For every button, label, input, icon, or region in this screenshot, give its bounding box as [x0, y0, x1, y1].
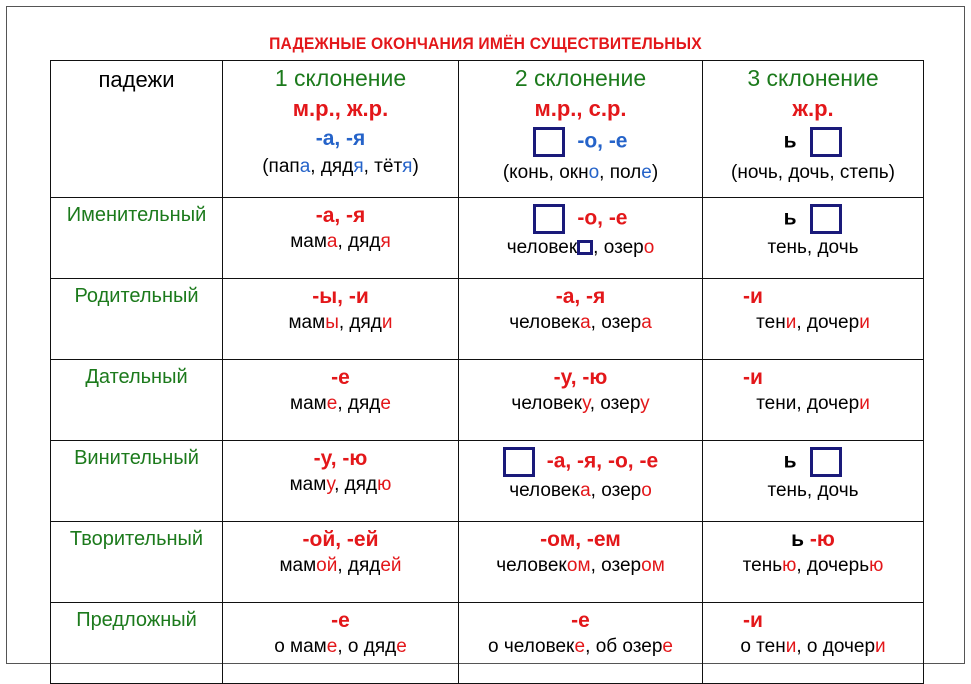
- null-ending-square-icon: [577, 240, 593, 255]
- decl2-title: 2 склонение: [514, 65, 647, 91]
- decl2-cell: [459, 522, 703, 603]
- decl3-title: 3 склонение: [747, 65, 879, 91]
- header-cases-cell: [51, 61, 223, 198]
- decl2-gender: м.р., с.р.: [534, 96, 627, 121]
- decl3-gender: ж.р.: [792, 96, 834, 121]
- examples: мамой, дядей: [279, 555, 402, 576]
- endings-line: -а, -я, -о, -е: [459, 447, 702, 477]
- decl3-cell: [703, 441, 924, 522]
- endings: -ой, -ей: [302, 528, 379, 551]
- header-decl3-cell: [703, 61, 924, 198]
- examples: человека, озера: [509, 312, 652, 333]
- null-ending-square-icon: [533, 127, 565, 157]
- decl1-cell: [223, 279, 459, 360]
- table-row: [51, 441, 924, 522]
- examples: маме, дяде: [290, 393, 391, 414]
- endings: -е: [331, 609, 350, 632]
- null-ending-square-icon: [810, 127, 842, 157]
- decl1-cell: [223, 522, 459, 603]
- cases-label: падежи: [98, 67, 175, 92]
- decl2-examples: (конь, окно, поле): [502, 162, 659, 183]
- endings-line: -о, -е: [459, 204, 702, 234]
- decl1-cell: [223, 441, 459, 522]
- case-label: Дательный: [51, 360, 223, 441]
- decl2-cell: [459, 279, 703, 360]
- decl3-endings-line: [703, 127, 923, 157]
- examples: о маме, о дяде: [274, 636, 407, 657]
- endings: -и: [743, 366, 763, 389]
- decl3-cell: [703, 360, 924, 441]
- endings-line: ь: [703, 204, 923, 234]
- examples: человеку, озеру: [511, 393, 650, 414]
- endings: -и: [743, 609, 763, 632]
- decl1-gender: м.р., ж.р.: [292, 96, 389, 121]
- null-ending-square-icon: [533, 204, 565, 234]
- decl1-cell: [223, 603, 459, 684]
- decl3-examples: (ночь, дочь, степь): [731, 162, 895, 183]
- soft-sign: ь: [783, 129, 797, 153]
- examples: тень, дочь: [767, 480, 859, 501]
- examples: человеком, озером: [496, 555, 665, 576]
- decl1-examples: (папа, дядя, тётя): [262, 156, 419, 177]
- examples: мама, дядя: [290, 231, 391, 252]
- decl1-title: 1 склонение: [274, 65, 407, 91]
- decl2-cell: [459, 360, 703, 441]
- endings: -у, -ю: [313, 447, 368, 470]
- examples: о человеке, об озере: [488, 636, 673, 657]
- case-label: Родительный: [51, 279, 223, 360]
- null-ending-square-icon: [503, 447, 535, 477]
- endings: -ом, -ем: [540, 528, 621, 551]
- header-decl2-cell: [459, 61, 703, 198]
- case-label: Предложный: [51, 603, 223, 684]
- endings: -а, -я: [315, 204, 366, 227]
- decl1-cell: [223, 360, 459, 441]
- decl1-endings: -а, -я: [315, 127, 366, 150]
- examples: тенью, дочерью: [742, 555, 884, 576]
- endings: -а, -я: [555, 285, 606, 308]
- endings: -е: [331, 366, 350, 389]
- examples: человек , озеро: [506, 237, 655, 258]
- examples: тень, дочь: [767, 237, 859, 258]
- decl2-cell: [459, 441, 703, 522]
- decl3-cell: [703, 198, 924, 279]
- decl2-cell: [459, 603, 703, 684]
- endings: -е: [571, 609, 590, 632]
- examples: тени, дочери: [756, 393, 870, 414]
- decl3-cell: [703, 522, 924, 603]
- table-row: [51, 279, 924, 360]
- null-ending-square-icon: [810, 204, 842, 234]
- decl2-endings: -о, -е: [577, 129, 628, 153]
- decl3-cell: [703, 279, 924, 360]
- endings: -ы, -и: [312, 285, 369, 308]
- case-label: Творительный: [51, 522, 223, 603]
- examples: мамы, дяди: [288, 312, 393, 333]
- table-row: [51, 522, 924, 603]
- decl1-cell: [223, 198, 459, 279]
- examples: человека, озеро: [509, 480, 652, 501]
- endings: -у, -ю: [553, 366, 608, 389]
- declension-table: [50, 60, 924, 684]
- decl3-cell: [703, 603, 924, 684]
- examples: о тени, о дочери: [740, 636, 886, 657]
- endings-line: ь -ю: [791, 528, 835, 551]
- decl2-endings-line: [459, 127, 702, 157]
- examples: тени, дочери: [756, 312, 870, 333]
- page-title: ПАДЕЖНЫЕ ОКОНЧАНИЯ ИМЁН СУЩЕСТВИТЕЛЬНЫХ: [269, 34, 702, 53]
- case-label: Винительный: [51, 441, 223, 522]
- header-decl1-cell: [223, 61, 459, 198]
- header-row: [51, 61, 924, 198]
- table-row: [51, 360, 924, 441]
- null-ending-square-icon: [810, 447, 842, 477]
- endings-line: ь: [703, 447, 923, 477]
- endings: -и: [743, 285, 763, 308]
- table-row: [51, 198, 924, 279]
- examples: маму, дядю: [289, 474, 392, 495]
- case-label: Именительный: [51, 198, 223, 279]
- table-row: [51, 603, 924, 684]
- decl2-cell: [459, 198, 703, 279]
